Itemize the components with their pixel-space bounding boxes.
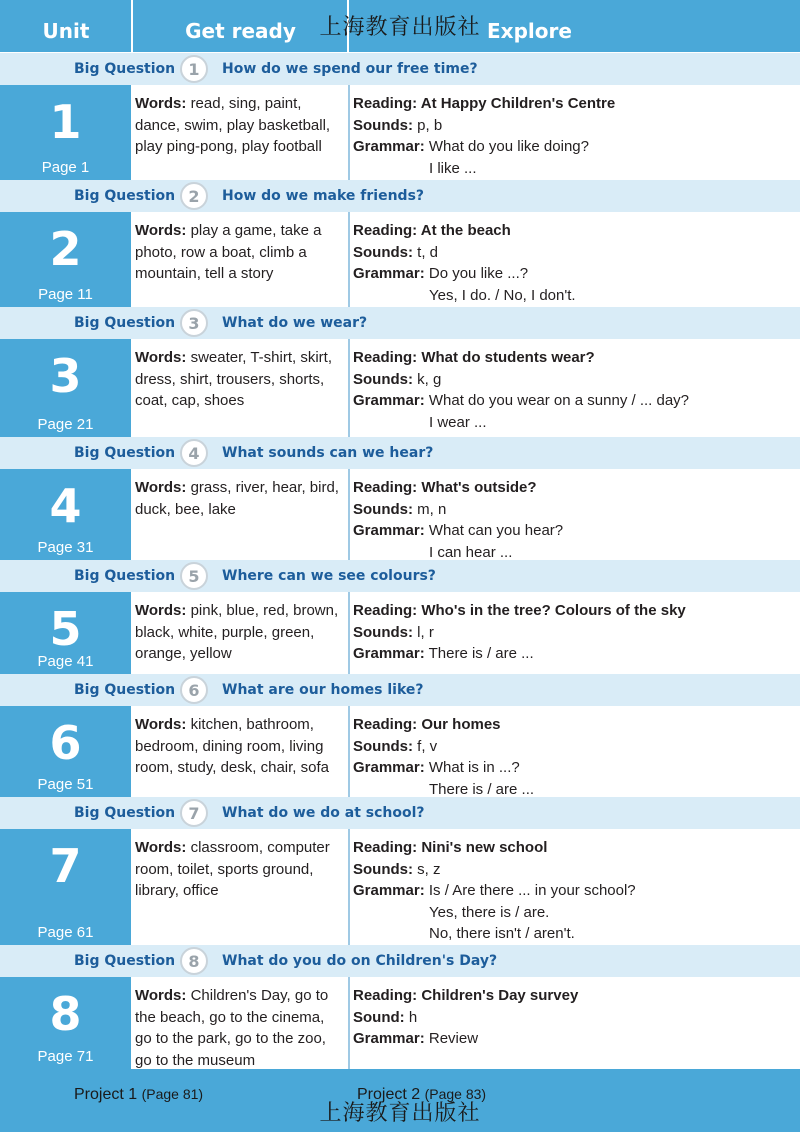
unit-cell <box>0 339 131 437</box>
explore-cell <box>353 714 798 800</box>
grammar-line-2: Yes, there is / are. <box>429 903 550 921</box>
explore-column-header: Explore <box>487 19 572 43</box>
column-divider <box>348 592 350 674</box>
big-question-text: What do we do at school? <box>222 805 425 821</box>
big-question-text: Where can we see colours? <box>222 568 436 584</box>
grammar-label: Grammar: <box>353 265 425 282</box>
big-question-label: Big Question <box>74 61 176 77</box>
sounds-line <box>353 622 798 644</box>
unit-content <box>131 85 800 180</box>
reading-line: Reading: What do students wear? <box>353 349 595 366</box>
explore-cell <box>353 220 798 306</box>
words-list: grass, river, hear, bird, duck, bee, lake <box>135 479 339 518</box>
words-list: play a game, take a photo, row a boat, climb a mountain, tell a story <box>135 222 322 282</box>
grammar-line-3: No, there isn't / aren't. <box>429 925 575 942</box>
grammar-value: What do you wear on a sunny / ... day? <box>428 392 690 409</box>
column-divider <box>348 829 350 945</box>
sounds-value: f, v <box>417 737 438 755</box>
words-label: Words: <box>135 987 187 1004</box>
reading-line: Reading: At the beach <box>353 222 511 239</box>
explore-cell <box>353 93 798 179</box>
get-ready-words <box>135 477 345 520</box>
unit-cell <box>0 469 131 560</box>
sounds-label: Sounds: <box>353 860 413 878</box>
unit-number-badge: 8 <box>180 947 208 975</box>
big-question-text: What are our homes like? <box>222 682 424 698</box>
column-divider <box>348 706 350 797</box>
sounds-label: Sounds: <box>353 370 413 388</box>
words-list: pink, blue, red, brown, black, white, purple, green, orange, yellow <box>135 602 339 662</box>
publisher-watermark-top: 上海教育出版社 <box>319 15 481 40</box>
big-question-label: Big Question <box>74 315 176 331</box>
big-question-label: Big Question <box>74 188 176 204</box>
sounds-label: Sounds: <box>353 116 413 134</box>
big-question-band <box>0 945 800 977</box>
grammar-value: What is in ...? <box>428 759 520 776</box>
unit-section <box>0 307 800 437</box>
unit-number: 6 <box>49 716 82 770</box>
unit-content <box>131 212 800 307</box>
project-1-page: (Page 81) <box>141 1086 204 1102</box>
big-question-text: How do we make friends? <box>222 188 425 204</box>
reading-line: Reading: Nini's new school <box>353 839 548 856</box>
words-label: Words: <box>135 222 187 239</box>
words-label: Words: <box>135 839 187 856</box>
grammar-value: What do you like doing? <box>428 138 589 155</box>
grammar-line-2: Yes, I do. / No, I don't. <box>429 286 576 304</box>
get-ready-words <box>135 220 345 285</box>
grammar-line <box>353 390 798 412</box>
explore-cell <box>353 477 798 563</box>
big-question-label: Big Question <box>74 568 176 584</box>
unit-section <box>0 560 800 674</box>
big-question-text: What sounds can we hear? <box>222 445 434 461</box>
unit-number-badge: 6 <box>180 676 208 704</box>
grammar-line <box>353 136 798 158</box>
unit-content <box>131 977 800 1069</box>
big-question-band <box>0 53 800 85</box>
unit-content <box>131 592 800 674</box>
sounds-line <box>353 1007 798 1029</box>
sounds-label: Sounds: <box>353 243 413 261</box>
big-question-label: Big Question <box>74 805 176 821</box>
sounds-value: k, g <box>417 370 442 388</box>
unit-number: 7 <box>49 839 82 893</box>
grammar-line <box>353 520 798 542</box>
big-question-label: Big Question <box>74 445 176 461</box>
big-question-band <box>0 307 800 339</box>
unit-number-badge: 2 <box>180 182 208 210</box>
unit-number-badge: 3 <box>180 309 208 337</box>
get-ready-words <box>135 600 345 665</box>
unit-page-ref: Page 41 <box>37 653 94 670</box>
grammar-line <box>353 1028 798 1050</box>
words-label: Words: <box>135 95 187 112</box>
unit-section <box>0 674 800 797</box>
explore-cell <box>353 837 798 945</box>
unit-number: 5 <box>49 602 82 656</box>
unit-content <box>131 829 800 945</box>
grammar-label: Grammar: <box>353 882 425 899</box>
unit-number-badge: 4 <box>180 439 208 467</box>
publisher-watermark-bottom: 上海教育出版社 <box>319 1101 481 1126</box>
unit-number-badge: 7 <box>180 799 208 827</box>
unit-section <box>0 437 800 560</box>
grammar-line <box>353 757 798 779</box>
unit-cell <box>0 212 131 307</box>
words-list: Children's Day, go to the beach, go to the cinema, go to the park, go to the zoo, go to the museum <box>135 987 329 1069</box>
unit-number-badge: 5 <box>180 562 208 590</box>
reading-line: Reading: Children's Day survey <box>353 987 579 1004</box>
big-question-text: What do you do on Children's Day? <box>222 953 498 969</box>
grammar-label: Grammar: <box>353 1030 425 1047</box>
grammar-label: Grammar: <box>353 522 425 539</box>
grammar-line <box>353 263 798 285</box>
big-question-label: Big Question <box>74 682 176 698</box>
get-ready-words <box>135 93 345 158</box>
grammar-line-2: I like ... <box>429 159 477 177</box>
grammar-line-2: I wear ... <box>429 413 487 431</box>
sounds-label: Sounds: <box>353 500 413 518</box>
sounds-value: l, r <box>417 623 434 641</box>
get-ready-words <box>135 347 345 412</box>
big-question-text: What do we wear? <box>222 315 368 331</box>
get-ready-column-header: Get ready <box>185 19 296 43</box>
unit-column-header: Unit <box>42 19 90 43</box>
unit-cell <box>0 592 131 674</box>
grammar-line <box>353 643 798 665</box>
words-label: Words: <box>135 349 187 366</box>
big-question-band <box>0 674 800 706</box>
sounds-value: h <box>408 1008 418 1026</box>
grammar-label: Grammar: <box>353 645 425 662</box>
reading-line: Reading: What's outside? <box>353 479 537 496</box>
grammar-label: Grammar: <box>353 759 425 776</box>
grammar-label: Grammar: <box>353 138 425 155</box>
words-list: read, sing, paint, dance, swim, play basketball, play ping-pong, play football <box>135 95 331 155</box>
big-question-text: How do we spend our free time? <box>222 61 478 77</box>
unit-page-ref: Page 71 <box>37 1048 94 1065</box>
unit-number: 4 <box>49 479 82 533</box>
get-ready-words <box>135 837 345 902</box>
get-ready-words <box>135 985 345 1071</box>
unit-page-ref: Page 51 <box>37 776 94 793</box>
reading-line: Reading: Who's in the tree? Colours of the sky <box>353 602 686 619</box>
grammar-value: Is / Are there ... in your school? <box>428 882 636 899</box>
sounds-line <box>353 736 798 758</box>
get-ready-words <box>135 714 345 779</box>
grammar-label: Grammar: <box>353 392 425 409</box>
column-divider <box>348 85 350 180</box>
unit-number: 3 <box>49 349 82 403</box>
sounds-line <box>353 859 798 881</box>
sounds-line <box>353 499 798 521</box>
unit-section <box>0 180 800 307</box>
unit-page-ref: Page 61 <box>37 924 94 941</box>
unit-content <box>131 339 800 437</box>
sounds-value: s, z <box>417 860 441 878</box>
words-list: kitchen, bathroom, bedroom, dining room, living room, study, desk, chair, sofa <box>135 716 329 776</box>
big-question-band <box>0 797 800 829</box>
grammar-line-2: I can hear ... <box>429 543 513 561</box>
unit-section <box>0 797 800 945</box>
big-question-band <box>0 437 800 469</box>
unit-page-ref: Page 21 <box>37 416 94 433</box>
project-2-title: Project 2 <box>357 1086 421 1103</box>
unit-page-ref: Page 1 <box>41 159 90 176</box>
unit-number: 8 <box>49 987 82 1041</box>
reading-line: Reading: At Happy Children's Centre <box>353 95 616 112</box>
words-label: Words: <box>135 716 187 733</box>
big-question-band <box>0 560 800 592</box>
unit-page-ref: Page 31 <box>37 539 94 556</box>
unit-section <box>0 945 800 1069</box>
unit-content <box>131 706 800 797</box>
sounds-value: m, n <box>417 500 447 518</box>
sounds-value: p, b <box>417 116 443 134</box>
grammar-value: Review <box>428 1030 479 1047</box>
grammar-value: What can you hear? <box>428 522 564 539</box>
unit-number-badge: 1 <box>180 55 208 83</box>
grammar-value: Do you like ...? <box>428 265 529 282</box>
unit-number: 2 <box>49 222 82 276</box>
big-question-band <box>0 180 800 212</box>
reading-line: Reading: Our homes <box>353 716 501 733</box>
project-2-page: (Page 83) <box>424 1086 487 1102</box>
words-label: Words: <box>135 479 187 496</box>
unit-section <box>0 53 800 180</box>
unit-cell <box>0 977 131 1069</box>
column-divider <box>348 339 350 437</box>
unit-number: 1 <box>49 95 82 149</box>
grammar-value: There is / are ... <box>428 645 534 662</box>
project-1-title: Project 1 <box>74 1086 138 1103</box>
unit-cell <box>0 829 131 945</box>
unit-cell <box>0 85 131 180</box>
column-divider <box>348 977 350 1069</box>
explore-cell <box>353 347 798 433</box>
sounds-line <box>353 369 798 391</box>
sounds-label: Sounds: <box>353 737 413 755</box>
grammar-line-2: There is / are ... <box>429 780 535 798</box>
words-list: classroom, computer room, toilet, sports ground, library, office <box>135 839 330 899</box>
sounds-line <box>353 115 798 137</box>
sounds-label: Sound: <box>353 1008 405 1026</box>
words-label: Words: <box>135 602 187 619</box>
sounds-line <box>353 242 798 264</box>
words-list: sweater, T-shirt, skirt, dress, shirt, trousers, shorts, coat, cap, shoes <box>135 349 332 409</box>
grammar-line <box>353 880 798 902</box>
column-divider <box>348 212 350 307</box>
explore-cell <box>353 600 798 665</box>
unit-page-ref: Page 11 <box>38 286 93 303</box>
big-question-label: Big Question <box>74 953 176 969</box>
sounds-value: t, d <box>417 243 439 261</box>
column-divider <box>348 469 350 560</box>
unit-content <box>131 469 800 560</box>
explore-cell <box>353 985 798 1050</box>
unit-cell <box>0 706 131 797</box>
sounds-label: Sounds: <box>353 623 413 641</box>
